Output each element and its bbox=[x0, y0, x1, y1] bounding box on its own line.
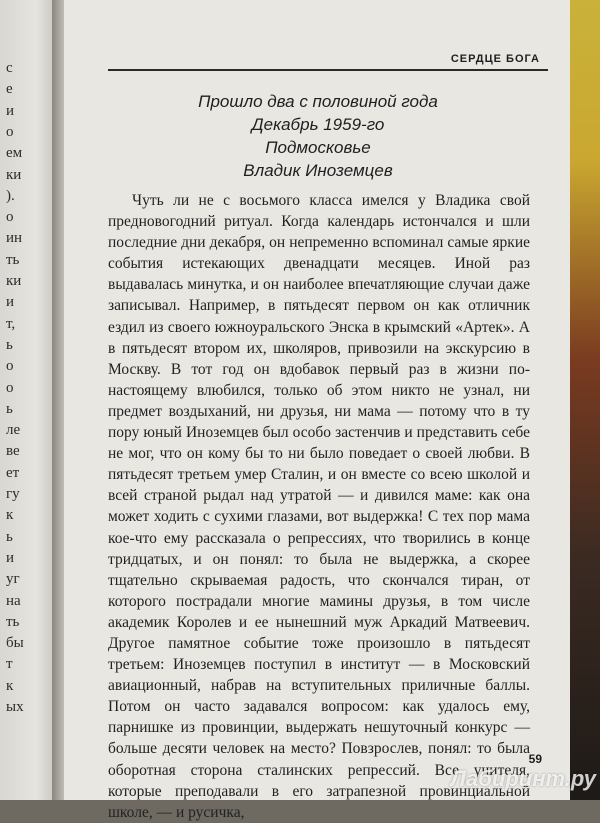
page-number: 59 bbox=[528, 752, 542, 766]
heading-line-character: Владик Иноземцев bbox=[243, 161, 393, 180]
facing-page-fragment: уг bbox=[6, 571, 20, 588]
facing-page-fragment: с bbox=[6, 60, 13, 76]
facing-page-fragment: гу bbox=[6, 486, 20, 502]
facing-page-fragment: ть bbox=[6, 613, 20, 630]
facing-page-fragment: ). bbox=[6, 187, 15, 204]
facing-page-fragment: о bbox=[6, 209, 14, 226]
facing-page-fragment: т, bbox=[6, 315, 16, 332]
heading-line-date: Декабрь 1959-го bbox=[251, 115, 385, 134]
facing-page-fragment: и bbox=[6, 549, 15, 566]
facing-page-fragment: ь bbox=[6, 528, 13, 545]
facing-page-fragment: и bbox=[6, 294, 15, 311]
facing-page-fragment: т bbox=[6, 656, 13, 673]
facing-page-fragment: ем bbox=[6, 145, 23, 162]
facing-page-fragment: бы bbox=[6, 635, 24, 652]
facing-page-fragment: о bbox=[6, 123, 14, 140]
facing-page-fragment: к bbox=[6, 507, 14, 524]
facing-page-fragment: ть bbox=[6, 251, 20, 268]
facing-page-fragment: о bbox=[6, 358, 14, 375]
facing-page-fragment: ь bbox=[6, 400, 13, 417]
book-page bbox=[64, 0, 570, 821]
facing-page-fragment: ки bbox=[6, 273, 22, 289]
facing-page-fragment: е bbox=[6, 81, 13, 98]
heading-line-place: Подмосковье bbox=[265, 138, 371, 157]
facing-page-fragment: ин bbox=[6, 230, 23, 247]
facing-page-fragment: ки bbox=[6, 166, 22, 183]
facing-page-fragment: ет bbox=[6, 464, 20, 481]
heading-line-time: Прошло два с половиной года bbox=[198, 92, 438, 111]
facing-page-edge bbox=[0, 0, 52, 800]
facing-page-fragment: ве bbox=[6, 443, 20, 460]
running-head: СЕРДЦЕ БОГА bbox=[450, 53, 540, 65]
header-rule bbox=[108, 69, 548, 71]
body-paragraph: Чуть ли не с восьмого класса имелся у Владика свой предновогодний ритуал. Когда календарь истончался и шли последние дни декабря, он непременно вспоминал самые яркие события истекающих двенадцати месяцев. Иной раз выдавалась минутка, и он наиболее впечатляющие случаи даже записывал. Например, в пятьдесят первом он как отличник ездил из своего южноуральского Энска в крымский «Артек». А в пятьдесят втором их, школяров, привозили на экскурсию в Москву. В тот год он вдобавок первый раз в жизни по-настоящему влюбился, только об этом никто не узнал, ни предмет воздыханий, ни друзья, ни мама — потому что в ту пору юный Иноземцев был особо застенчив и представить себе не мог, что он кому бы то ни было поведает о своей любви. В пятьдесят третьем умер Сталин, и он вместе со всею школой и всей страной рыдал над утратой — и дивился маме: как она может ходить с сухими глазами, вот выдержка! С тех пор мама кое-что ему рассказала о репрессиях, что творились в конце тридцатых, и он понял: то была не выдержка, а скорее тщательно скрываемая радость, что скончался тиран, от которого пострадали многие мамины друзья, в том числе академик Королев и ее нынешний муж Аркадий Матвеевич. Другое памятное событие тоже произошло в пятьдесят третьем: Иноземцев поступил в институт — в Московский авиационный, набрав на вступительных приличные баллы. Потом он часто задавался вопросом: как удалось ему, парнишке из провинции, выдержать нешуточный конкурс — больше десяти человек на место? Повзрослев, понял: то была оборотная сторона сталинских репрессий. Все учителя, которые преподавали в его затрапезной провинциальной школе, — и русичка, bbox=[108, 192, 530, 821]
watermark-logo: Лабиринт.ру bbox=[450, 766, 596, 791]
facing-page-fragment: ле bbox=[6, 422, 21, 439]
facing-page-fragment: на bbox=[6, 592, 21, 609]
facing-page-fragment: к bbox=[6, 677, 14, 694]
facing-page-fragment: о bbox=[6, 379, 14, 396]
facing-page-fragment: ых bbox=[6, 699, 24, 715]
body-text bbox=[108, 190, 530, 823]
background-edge bbox=[568, 0, 600, 800]
facing-page-fragment: ь bbox=[6, 336, 13, 353]
chapter-heading bbox=[108, 90, 528, 182]
facing-page-fragment: и bbox=[6, 102, 15, 119]
